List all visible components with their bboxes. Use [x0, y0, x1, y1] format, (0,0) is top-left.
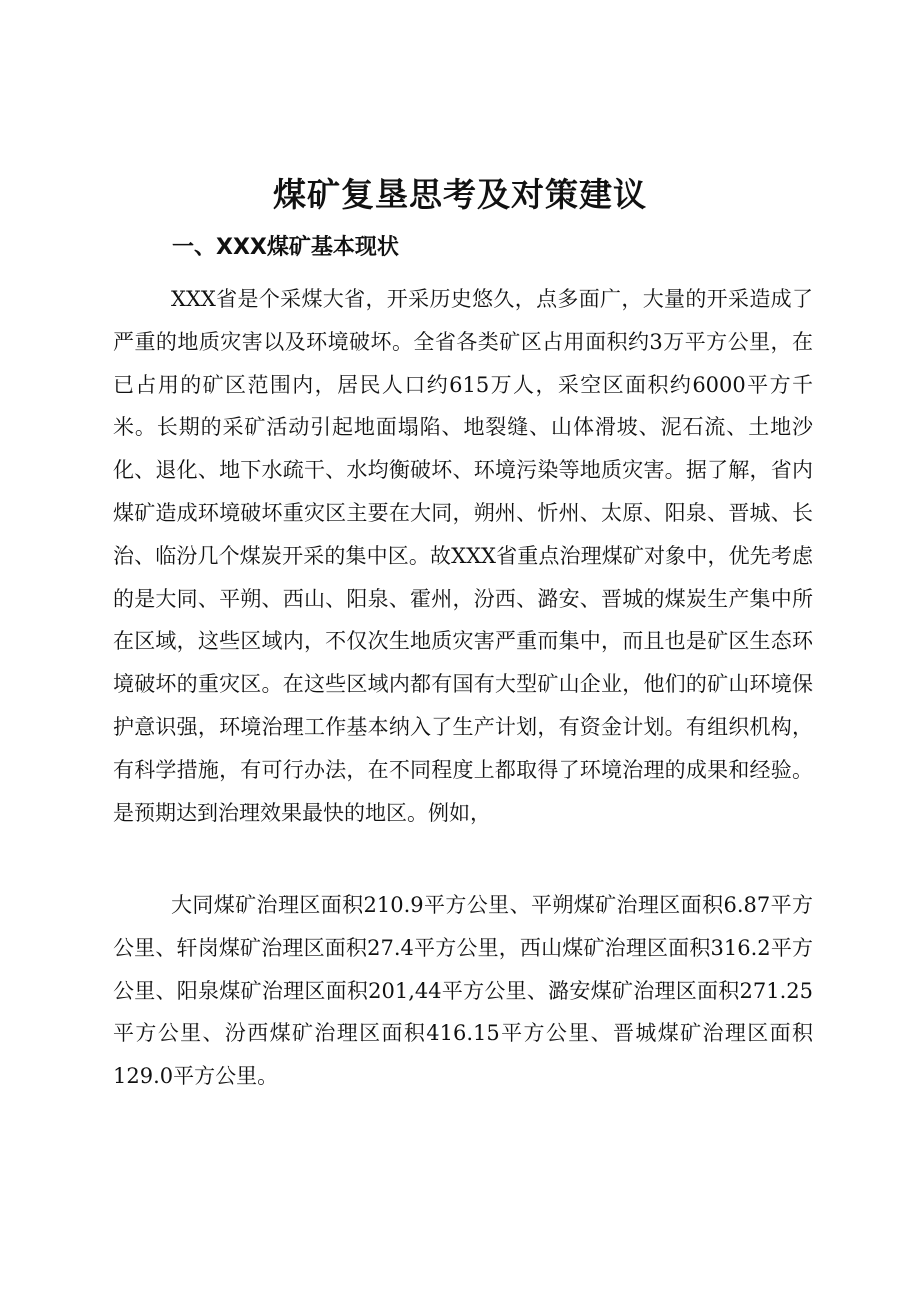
body-paragraph: XXX省是个采煤大省，开采历史悠久，点多面广，大量的开采造成了严重的地质灾害以及环境破坏。全省各类矿区占用面积约3万平方公里，在已占用的矿区范围内，居民人口约615万人，采空区面积约6000平方千米。长期的采矿活动引起地面塌陷、地裂缝、山体滑坡、泥石流、土地沙化、退化、地下水疏干、水均衡破坏、环境污染等地质灾害。据了解，省内煤矿造成环境破坏重灾区主要在大同，朔州、忻州、太原、阳泉、晋城、长治、临汾几个煤炭开采的集中区。故XXX省重点治理煤矿对象中，优先考虑的是大同、平朔、西山、阳泉、霍州，汾西、潞安、晋城的煤炭生产集中所在区域，这些区域内，不仅次生地质灾害严重而集中，而且也是矿区生态环境破坏的重灾区。在这些区域内都有国有大型矿山企业，他们的矿山环境保护意识强，环境治理工作基本纳入了生产计划，有资金计划。有组织机构，有科学措施，有可行办法，在不同程度上都取得了环境治理的成果和经验。是预期达到治理效果最快的地区。例如， [113, 287, 813, 825]
section-heading: 一、XXX煤矿基本现状 [172, 235, 399, 260]
document-title: 煤矿复垦思考及对策建议 [273, 175, 647, 214]
body-paragraph: 大同煤矿治理区面积210.9平方公里、平朔煤矿治理区面积6.87平方公里、轩岗煤矿治理区面积27.4平方公里，西山煤矿治理区面积316.2平方公里、阳泉煤矿治理区面积201,44平方公里、潞安煤矿治理区面积271.25平方公里、汾西煤矿治理区面积416.15平方公里、晋城煤矿治理区面积129.0平方公里。 [113, 893, 813, 1089]
